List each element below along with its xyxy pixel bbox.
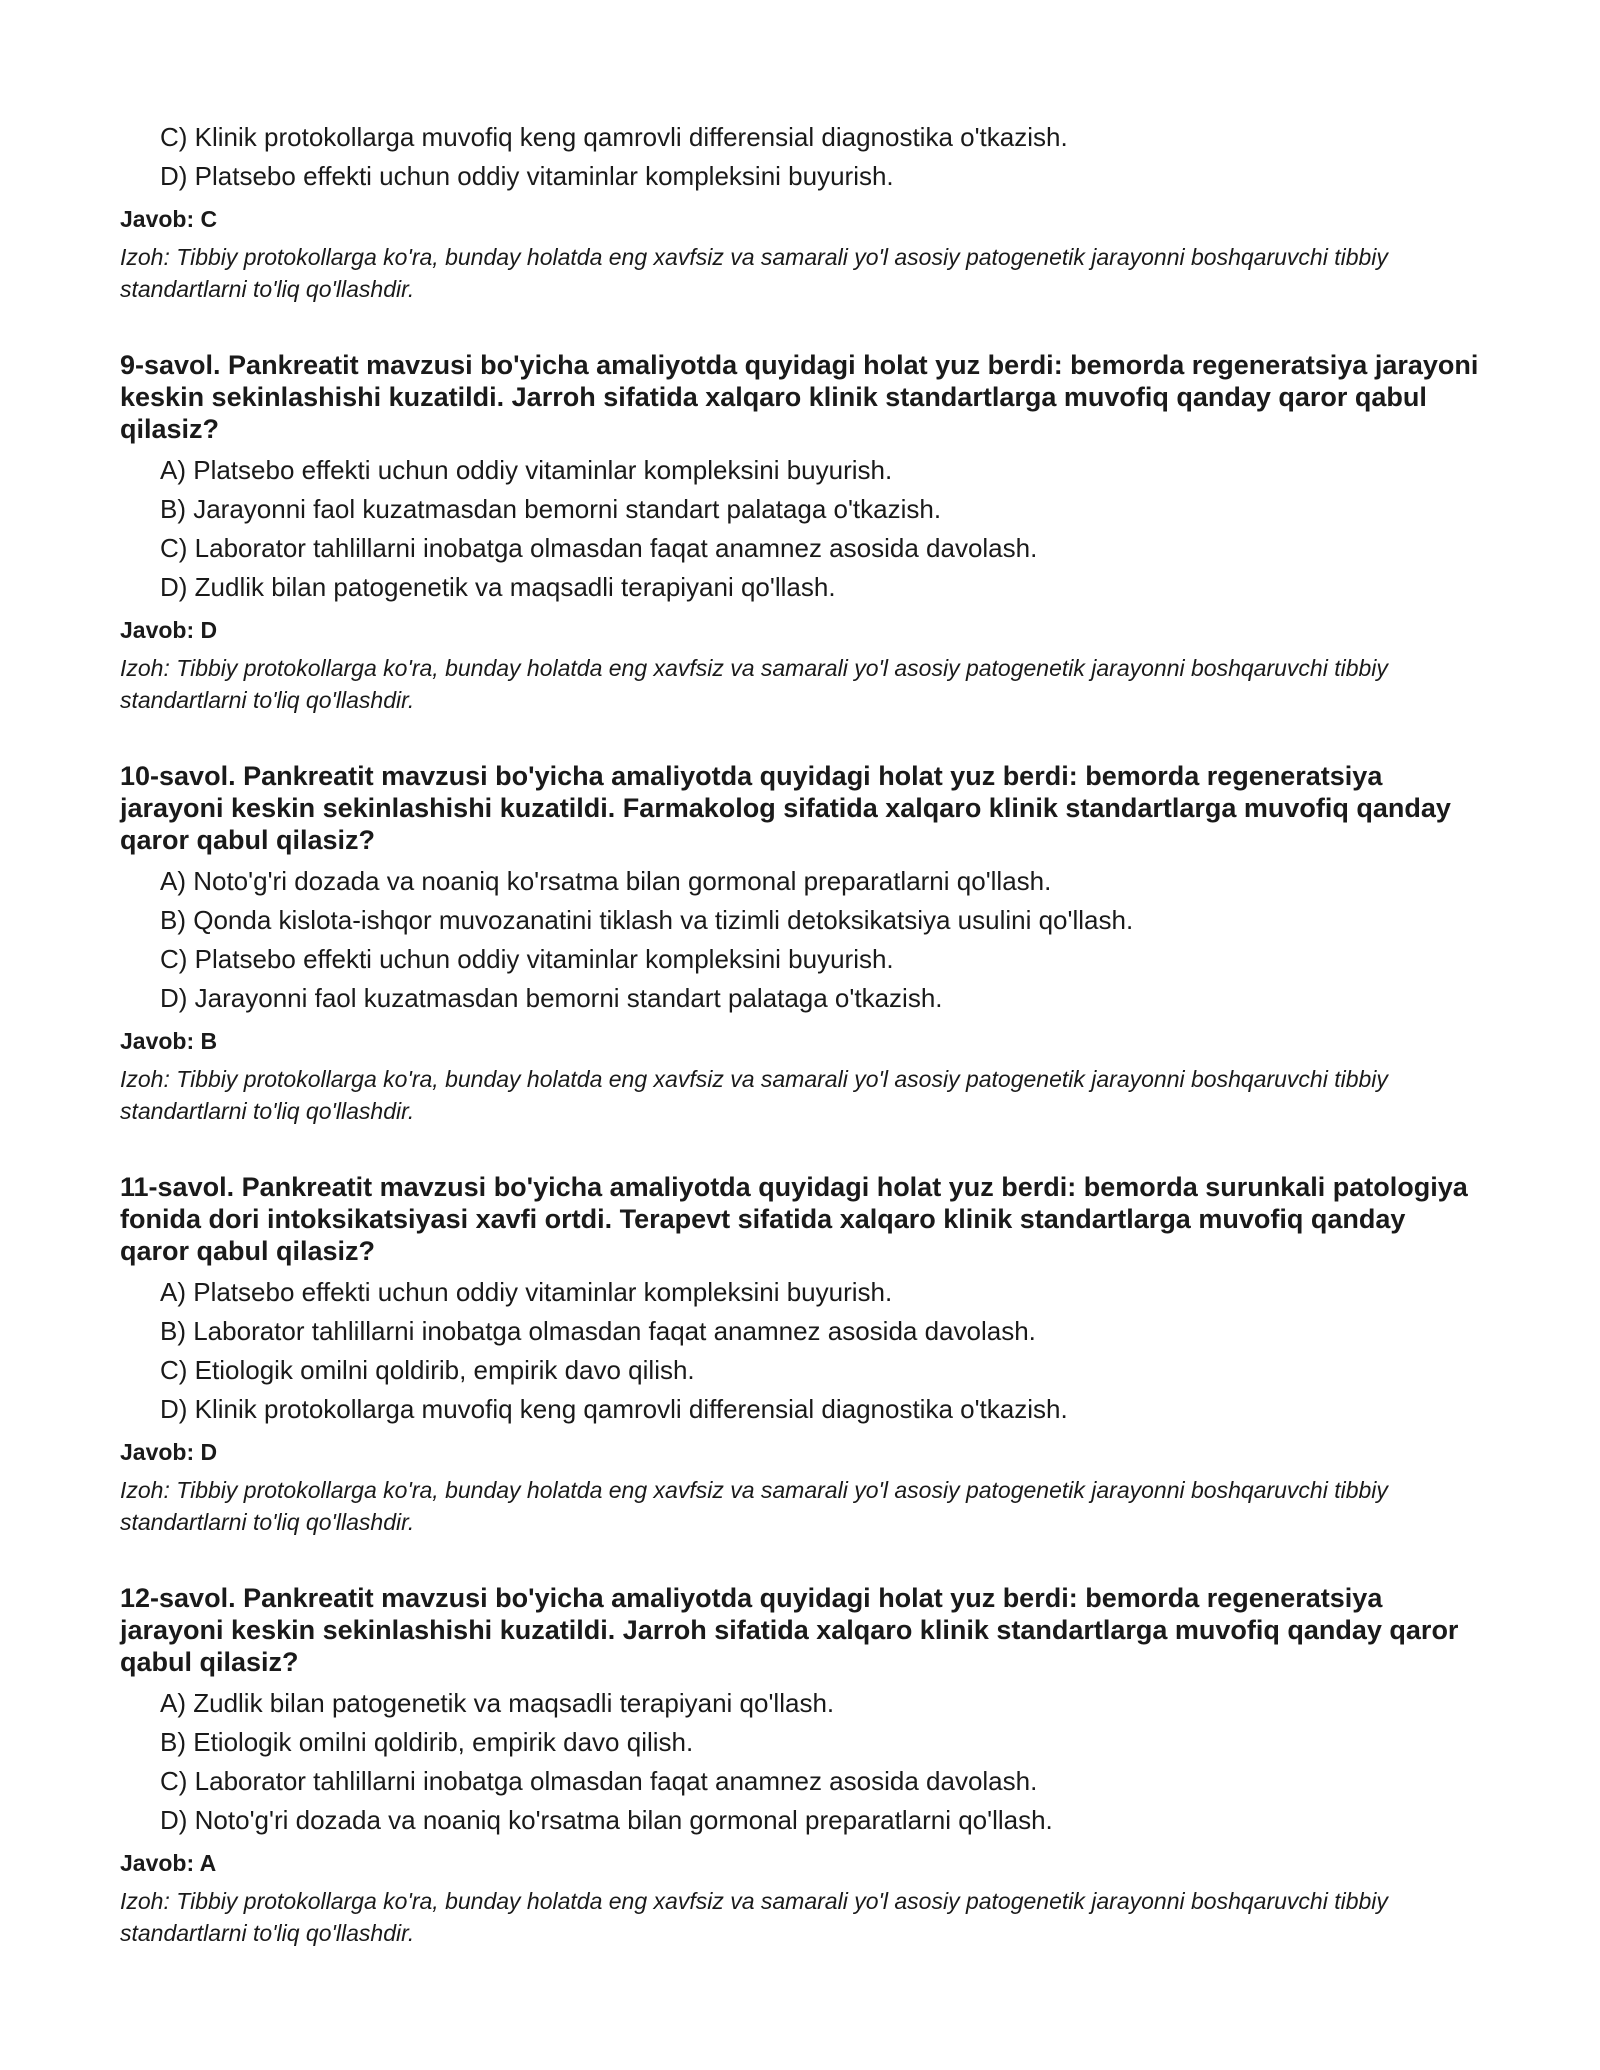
question-block (120, 349, 1480, 716)
explanation-note: Izoh: Tibbiy protokollarga ko'ra, bunday holatda eng xavfsiz va samarali yo'l asosiy patogenetik jarayonni boshqaruvchi tibbiy standartlarni to'liq qo'llashdir. (120, 1066, 1388, 1124)
answer-options (120, 118, 1480, 196)
answer-option: D) Klinik protokollarga muvofiq keng qamrovli differensial diagnostika o'tkazish. (160, 1394, 1068, 1424)
explanation-note: Izoh: Tibbiy protokollarga ko'ra, bunday holatda eng xavfsiz va samarali yo'l asosiy patogenetik jarayonni boshqaruvchi tibbiy standartlarni to'liq qo'llashdir. (120, 1477, 1388, 1535)
answer-option: C) Klinik protokollarga muvofiq keng qamrovli differensial diagnostika o'tkazish. (160, 122, 1068, 152)
answer-option: B) Qonda kislota-ishqor muvozanatini tiklash va tizimli detoksikatsiya usulini qo'llash. (160, 905, 1134, 935)
question-text: 11-savol. Pankreatit mavzusi bo'yicha amaliyotda quyidagi holat yuz berdi: bemorda surunkali patologiya fonida dori intoksikatsiyasi xavfi ortdi. Terapevt sifatida xalqaro klinik standartlarga muvofiq qanday qaror qabul qilasiz? (120, 1172, 1468, 1266)
answer-option: D) Noto'g'ri dozada va noaniq ko'rsatma bilan gormonal preparatlarni qo'llash. (160, 1805, 1053, 1835)
answer-option: B) Etiologik omilni qoldirib, empirik davo qilish. (160, 1727, 694, 1757)
explanation-note: Izoh: Tibbiy protokollarga ko'ra, bunday holatda eng xavfsiz va samarali yo'l asosiy patogenetik jarayonni boshqaruvchi tibbiy standartlarni to'liq qo'llashdir. (120, 655, 1388, 713)
correct-answer: Javob: B (120, 1028, 218, 1054)
correct-answer: Javob: C (120, 206, 218, 232)
answer-option: B) Jarayonni faol kuzatmasdan bemorni standart palataga o'tkazish. (160, 494, 942, 524)
question-text: 12-savol. Pankreatit mavzusi bo'yicha amaliyotda quyidagi holat yuz berdi: bemorda regeneratsiya jarayoni keskin sekinlashishi kuzatildi. Jarroh sifatida xalqaro klinik standartlarga muvofiq qanday qaror qabul qilasiz? (120, 1583, 1459, 1677)
answer-option: A) Zudlik bilan patogenetik va maqsadli terapiyani qo'llash. (160, 1688, 835, 1718)
question-text: 9-savol. Pankreatit mavzusi bo'yicha amaliyotda quyidagi holat yuz berdi: bemorda regeneratsiya jarayoni keskin sekinlashishi kuzatildi. Jarroh sifatida xalqaro klinik standartlarga muvofiq qanday qaror qabul qilasiz? (120, 350, 1479, 444)
answer-options (120, 862, 1480, 1018)
answer-option: C) Laborator tahlillarni inobatga olmasdan faqat anamnez asosida davolash. (160, 533, 1038, 563)
answer-options (120, 451, 1480, 607)
answer-options (120, 1273, 1480, 1429)
correct-answer: Javob: A (120, 1850, 217, 1876)
question-text: 10-savol. Pankreatit mavzusi bo'yicha amaliyotda quyidagi holat yuz berdi: bemorda regeneratsiya jarayoni keskin sekinlashishi kuzatildi. Farmakolog sifatida xalqaro klinik standartlarga muvofiq qanday qaror qabul qilasiz? (120, 761, 1451, 855)
explanation-note: Izoh: Tibbiy protokollarga ko'ra, bunday holatda eng xavfsiz va samarali yo'l asosiy patogenetik jarayonni boshqaruvchi tibbiy standartlarni to'liq qo'llashdir. (120, 244, 1388, 302)
answer-options (120, 1684, 1480, 1840)
document-page (120, 118, 1480, 1949)
answer-option: B) Laborator tahlillarni inobatga olmasdan faqat anamnez asosida davolash. (160, 1316, 1036, 1346)
question-block (120, 1582, 1480, 1949)
correct-answer: Javob: D (120, 1439, 218, 1465)
answer-option: D) Zudlik bilan patogenetik va maqsadli terapiyani qo'llash. (160, 572, 836, 602)
answer-option: A) Platsebo effekti uchun oddiy vitaminlar kompleksini buyurish. (160, 455, 893, 485)
question-block (120, 1171, 1480, 1538)
explanation-note: Izoh: Tibbiy protokollarga ko'ra, bunday holatda eng xavfsiz va samarali yo'l asosiy patogenetik jarayonni boshqaruvchi tibbiy standartlarni to'liq qo'llashdir. (120, 1888, 1388, 1946)
answer-option: A) Noto'g'ri dozada va noaniq ko'rsatma bilan gormonal preparatlarni qo'llash. (160, 866, 1052, 896)
answer-option: A) Platsebo effekti uchun oddiy vitaminlar kompleksini buyurish. (160, 1277, 893, 1307)
answer-option: C) Laborator tahlillarni inobatga olmasdan faqat anamnez asosida davolash. (160, 1766, 1038, 1796)
correct-answer: Javob: D (120, 617, 218, 643)
answer-option: C) Platsebo effekti uchun oddiy vitaminlar kompleksini buyurish. (160, 944, 894, 974)
question-block (120, 760, 1480, 1127)
answer-option: D) Jarayonni faol kuzatmasdan bemorni standart palataga o'tkazish. (160, 983, 943, 1013)
answer-option: C) Etiologik omilni qoldirib, empirik davo qilish. (160, 1355, 695, 1385)
answer-option: D) Platsebo effekti uchun oddiy vitaminlar kompleksini buyurish. (160, 161, 894, 191)
question-carryover (120, 118, 1480, 305)
